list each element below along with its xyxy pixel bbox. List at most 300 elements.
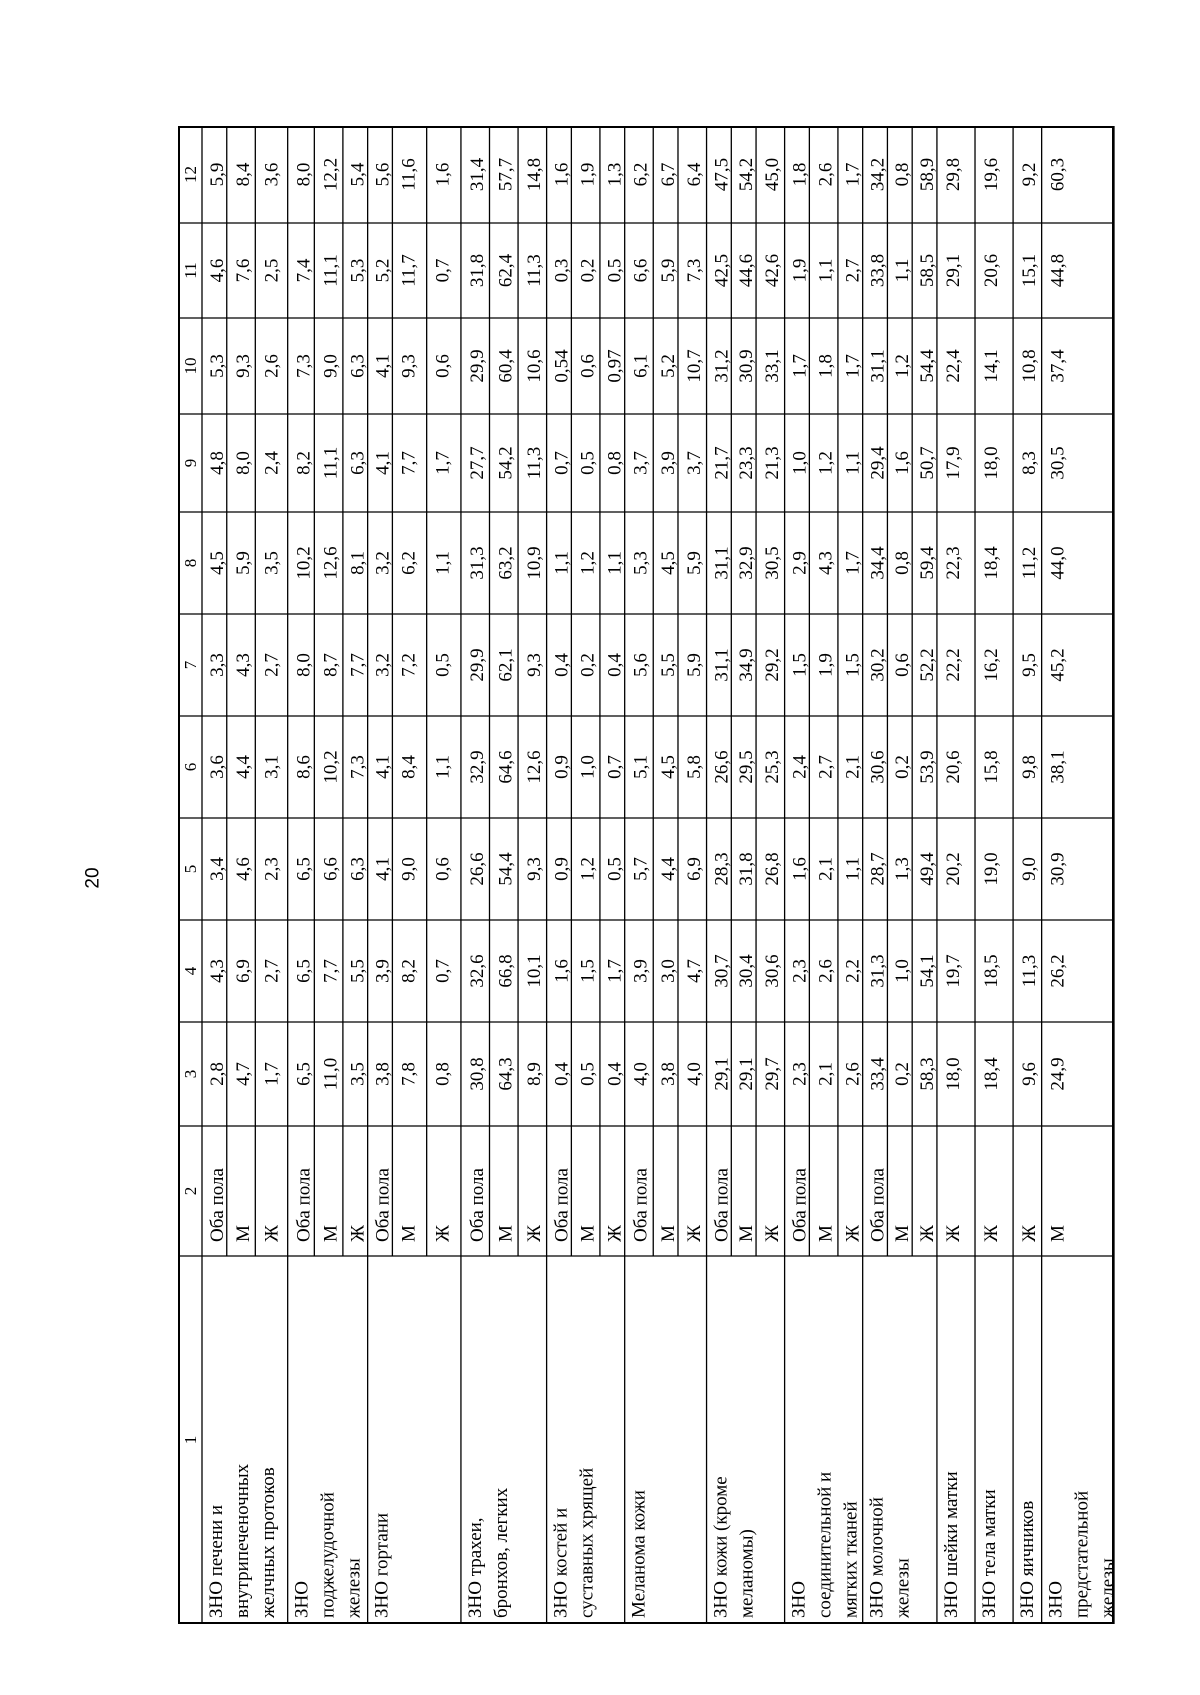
value-cell: 1,8 [789, 162, 811, 187]
value-cell: 8,0 [293, 653, 315, 677]
value-cell: 0,2 [577, 258, 599, 283]
value-cell: 11,0 [320, 1057, 342, 1091]
sex-cell: Ж [683, 1224, 705, 1242]
value-cell: 11,1 [320, 254, 342, 287]
value-cell: 4,0 [630, 1062, 652, 1086]
value-cell: 5,3 [347, 258, 369, 283]
sex-cell: Оба пола [293, 1168, 315, 1242]
value-cell: 9,3 [232, 354, 254, 378]
value-cell: 0,5 [604, 857, 626, 881]
value-cell: 3,7 [683, 451, 705, 475]
group-name: ЗНО печени и [206, 1504, 227, 1618]
sex-cell: М [657, 1225, 679, 1242]
value-cell: 0,9 [551, 857, 573, 881]
sex-cell: Ж [432, 1224, 454, 1242]
value-cell: 33,1 [762, 349, 784, 383]
column-header: 1 [181, 1435, 200, 1445]
value-cell: 47,5 [711, 157, 733, 192]
value-cell: 42,6 [762, 253, 784, 288]
value-cell: 0,97 [604, 349, 626, 383]
value-cell: 7,8 [398, 1062, 420, 1086]
group-name: ЗНО шейки матки [940, 1471, 962, 1618]
value-cell: 3,0 [657, 959, 679, 983]
value-cell: 6,1 [630, 354, 652, 378]
value-cell: 1,1 [842, 857, 864, 881]
group-name: бронхов, легких [490, 1487, 512, 1618]
value-cell: 9,0 [398, 857, 420, 881]
value-cell: 9,3 [398, 354, 420, 378]
value-cell: 32,6 [466, 954, 488, 988]
value-cell: 3,8 [657, 1062, 679, 1086]
value-cell: 58,5 [916, 253, 938, 288]
sex-cell: Оба пола [551, 1168, 573, 1242]
value-cell: 0,9 [551, 755, 573, 779]
value-cell: 6,5 [293, 959, 315, 983]
value-cell: 4,3 [232, 653, 254, 677]
value-cell: 2,6 [261, 354, 283, 378]
value-cell: 0,6 [577, 354, 599, 378]
value-cell: 1,0 [789, 451, 811, 475]
value-cell: 34,9 [736, 648, 758, 682]
page-number [82, 866, 106, 890]
value-cell: 7,6 [232, 258, 254, 283]
value-cell: 4,6 [206, 258, 228, 283]
value-cell: 0,6 [892, 653, 914, 677]
sex-cell: М [398, 1225, 420, 1242]
value-cell: 1,7 [842, 354, 864, 378]
value-cell: 30,6 [867, 750, 889, 784]
value-cell: 0,5 [577, 1062, 599, 1086]
value-cell: 10,2 [293, 546, 315, 580]
value-cell: 1,5 [842, 653, 864, 677]
value-cell: 7,2 [398, 653, 420, 677]
value-cell: 1,9 [815, 653, 837, 677]
column-header: 11 [181, 262, 200, 279]
value-cell: 1,1 [604, 551, 626, 575]
value-cell: 2,3 [789, 959, 811, 983]
value-cell: 5,1 [630, 755, 652, 779]
value-cell: 2,4 [261, 451, 283, 475]
value-cell: 22,3 [942, 546, 964, 580]
value-cell: 0,2 [892, 1062, 914, 1086]
value-cell: 2,7 [842, 258, 864, 283]
value-cell: 5,5 [657, 653, 679, 677]
value-cell: 19,0 [981, 852, 1003, 886]
value-cell: 31,3 [867, 954, 889, 988]
value-cell: 26,8 [762, 852, 784, 886]
value-cell: 3,8 [372, 1062, 394, 1086]
group-name: ЗНО тела матки [979, 1489, 1001, 1618]
value-cell: 3,1 [261, 755, 283, 779]
value-cell: 31,8 [466, 253, 488, 288]
sex-cell: М [232, 1225, 254, 1242]
value-cell: 34,4 [867, 546, 889, 580]
value-cell: 12,6 [320, 546, 342, 580]
column-header: 4 [181, 966, 200, 976]
group-name: ЗНО [788, 1581, 810, 1618]
value-cell: 3,3 [206, 653, 228, 677]
sex-cell: Оба пола [630, 1168, 652, 1242]
value-cell: 54,2 [495, 446, 517, 480]
value-cell: 2,9 [789, 551, 811, 575]
sex-cell: Ж [604, 1224, 626, 1242]
group-name: ЗНО гортани [371, 1512, 393, 1618]
group-name: ЗНО молочной [866, 1497, 888, 1618]
value-cell: 0,5 [432, 653, 454, 677]
value-cell: 5,9 [683, 653, 705, 677]
value-cell: 8,4 [232, 162, 254, 187]
column-header: 10 [181, 357, 200, 375]
value-cell: 18,4 [981, 1057, 1003, 1091]
value-cell: 1,7 [842, 162, 864, 187]
value-cell: 58,9 [916, 157, 938, 192]
value-cell: 10,7 [683, 349, 705, 383]
value-cell: 6,6 [320, 857, 342, 881]
value-cell: 33,8 [867, 253, 889, 288]
value-cell: 2,3 [789, 1062, 811, 1086]
value-cell: 9,8 [1019, 755, 1041, 779]
value-cell: 21,3 [762, 446, 784, 480]
value-cell: 15,8 [981, 750, 1003, 784]
value-cell: 2,1 [815, 857, 837, 881]
value-cell: 18,4 [981, 546, 1003, 580]
value-cell: 8,9 [524, 1062, 546, 1086]
value-cell: 8,2 [398, 959, 420, 983]
value-cell: 6,9 [683, 857, 705, 881]
value-cell: 0,3 [551, 258, 573, 283]
value-cell: 11,3 [524, 446, 546, 480]
group-name: ЗНО костей и [550, 1507, 572, 1618]
value-cell: 63,2 [495, 546, 517, 580]
value-cell: 18,0 [942, 1057, 964, 1091]
value-cell: 2,1 [815, 1062, 837, 1086]
value-cell: 54,4 [495, 852, 517, 886]
value-cell: 2,4 [789, 755, 811, 779]
value-cell: 0,4 [551, 653, 573, 677]
group-name: соединительной и [814, 1471, 836, 1618]
value-cell: 1,0 [892, 959, 914, 983]
value-cell: 64,3 [495, 1057, 517, 1091]
value-cell: 4,5 [206, 551, 228, 575]
value-cell: 7,7 [398, 451, 420, 475]
group-name: суставных хрящей [576, 1467, 598, 1618]
group-name: Меланома кожи [628, 1490, 650, 1618]
value-cell: 6,3 [347, 857, 369, 881]
value-cell: 5,9 [683, 551, 705, 575]
value-cell: 0,4 [604, 1062, 626, 1086]
value-cell: 16,2 [981, 648, 1003, 682]
value-cell: 9,5 [1019, 653, 1041, 677]
value-cell: 10,9 [524, 546, 546, 580]
value-cell: 66,8 [495, 954, 517, 988]
value-cell: 29,1 [736, 1057, 758, 1091]
value-cell: 18,5 [981, 954, 1003, 988]
group-name: меланомы) [736, 1529, 758, 1618]
sex-cell: Оба пола [789, 1168, 811, 1242]
value-cell: 9,3 [524, 653, 546, 677]
group-name: предстательной [1071, 1490, 1093, 1618]
table-svg [178, 126, 1119, 1624]
value-cell: 26,2 [1047, 954, 1069, 988]
value-cell: 45,0 [762, 157, 784, 192]
value-cell: 31,3 [466, 546, 488, 580]
value-cell: 11,7 [398, 254, 420, 287]
value-cell: 1,9 [789, 258, 811, 283]
value-cell: 0,7 [604, 755, 626, 779]
group-name: желчных протоков [258, 1467, 279, 1618]
value-cell: 20,2 [942, 852, 964, 886]
value-cell: 44,6 [736, 253, 758, 288]
value-cell: 4,0 [683, 1062, 705, 1086]
value-cell: 0,54 [551, 349, 573, 383]
value-cell: 19,6 [981, 157, 1003, 192]
group-name: поджелудочной [317, 1492, 339, 1618]
value-cell: 26,6 [711, 750, 733, 784]
value-cell: 3,2 [372, 551, 394, 575]
sex-cell: Оба пола [206, 1168, 228, 1242]
value-cell: 30,6 [762, 954, 784, 988]
value-cell: 28,3 [711, 852, 733, 886]
value-cell: 9,0 [320, 354, 342, 378]
value-cell: 5,7 [630, 857, 652, 881]
value-cell: 5,5 [347, 959, 369, 983]
value-cell: 2,6 [815, 162, 837, 187]
value-cell: 7,3 [293, 354, 315, 378]
value-cell: 5,3 [206, 354, 228, 378]
value-cell: 7,7 [347, 653, 369, 677]
value-cell: 29,8 [942, 157, 964, 192]
sex-cell: Оба пола [372, 1168, 394, 1242]
value-cell: 31,1 [711, 648, 733, 682]
value-cell: 3,2 [372, 653, 394, 677]
value-cell: 57,7 [495, 157, 517, 192]
value-cell: 29,9 [466, 648, 488, 682]
value-cell: 0,7 [432, 959, 454, 983]
value-cell: 44,8 [1047, 253, 1069, 288]
sex-cell: Ж [261, 1224, 283, 1242]
column-header: 6 [181, 762, 200, 772]
sex-cell: Оба пола [711, 1168, 733, 1242]
value-cell: 5,9 [657, 258, 679, 283]
value-cell: 1,7 [842, 551, 864, 575]
column-header: 12 [181, 166, 200, 183]
value-cell: 5,2 [657, 354, 679, 378]
value-cell: 4,6 [232, 857, 254, 881]
sex-cell: М [320, 1225, 342, 1242]
value-cell: 1,2 [577, 857, 599, 881]
value-cell: 30,9 [1047, 852, 1069, 886]
value-cell: 20,6 [942, 750, 964, 784]
value-cell: 8,6 [293, 755, 315, 779]
value-cell: 2,5 [261, 258, 283, 283]
value-cell: 42,5 [711, 253, 733, 288]
value-cell: 62,4 [495, 253, 517, 288]
sex-cell: Ж [762, 1224, 784, 1242]
value-cell: 3,6 [261, 162, 283, 187]
value-cell: 53,9 [916, 750, 938, 784]
value-cell: 31,4 [466, 157, 488, 192]
value-cell: 37,4 [1047, 349, 1069, 383]
value-cell: 34,2 [867, 157, 889, 192]
sex-cell: М [577, 1225, 599, 1242]
group-name: ЗНО кожи (кроме [710, 1476, 732, 1618]
value-cell: 9,6 [1019, 1062, 1041, 1086]
column-header: 9 [181, 458, 200, 468]
value-cell: 1,1 [842, 451, 864, 475]
value-cell: 4,1 [372, 755, 394, 779]
group-name: внутрипеченочных [232, 1463, 253, 1618]
value-cell: 49,4 [916, 852, 938, 886]
value-cell: 24,9 [1047, 1057, 1069, 1091]
value-cell: 3,6 [206, 755, 228, 779]
value-cell: 64,6 [495, 750, 517, 784]
value-cell: 0,8 [892, 162, 914, 187]
value-cell: 1,1 [815, 258, 837, 283]
value-cell: 7,4 [293, 258, 315, 283]
value-cell: 1,7 [789, 354, 811, 378]
value-cell: 6,5 [293, 1062, 315, 1086]
value-cell: 4,4 [232, 755, 254, 779]
value-cell: 6,2 [398, 551, 420, 575]
value-cell: 2,2 [842, 959, 864, 983]
value-cell: 0,4 [604, 653, 626, 677]
value-cell: 4,8 [206, 451, 228, 475]
group-name: железы [1097, 1558, 1119, 1618]
value-cell: 6,4 [683, 162, 705, 187]
value-cell: 32,9 [466, 750, 488, 784]
sex-cell: М [892, 1225, 914, 1242]
value-cell: 1,9 [577, 162, 599, 187]
column-header: 2 [181, 1186, 200, 1196]
value-cell: 5,2 [372, 258, 394, 283]
value-cell: 3,9 [630, 959, 652, 983]
value-cell: 0,8 [432, 1062, 454, 1086]
value-cell: 5,9 [206, 162, 228, 187]
value-cell: 38,1 [1047, 750, 1069, 784]
value-cell: 58,3 [916, 1057, 938, 1091]
value-cell: 1,5 [789, 653, 811, 677]
value-cell: 1,8 [815, 354, 837, 378]
value-cell: 1,6 [432, 162, 454, 187]
value-cell: 4,1 [372, 354, 394, 378]
value-cell: 30,5 [1047, 446, 1069, 480]
group-name: ЗНО [291, 1581, 313, 1618]
table-cells [181, 157, 1119, 1619]
value-cell: 11,3 [524, 254, 546, 287]
value-cell: 62,1 [495, 648, 517, 682]
value-cell: 31,8 [736, 852, 758, 886]
value-cell: 10,1 [524, 954, 546, 988]
value-cell: 2,6 [815, 959, 837, 983]
value-cell: 4,4 [657, 857, 679, 881]
column-header: 8 [181, 558, 200, 568]
value-cell: 21,7 [711, 446, 733, 480]
value-cell: 0,6 [432, 857, 454, 881]
sex-cell: М [815, 1225, 837, 1242]
value-cell: 8,4 [398, 755, 420, 779]
value-cell: 54,1 [916, 954, 938, 988]
value-cell: 6,5 [293, 857, 315, 881]
column-header: 3 [181, 1069, 200, 1079]
sex-cell: Оба пола [867, 1168, 889, 1242]
value-cell: 1,1 [892, 258, 914, 283]
value-cell: 6,3 [347, 451, 369, 475]
value-cell: 1,2 [815, 451, 837, 475]
value-cell: 5,4 [347, 162, 369, 187]
value-cell: 30,7 [711, 954, 733, 988]
value-cell: 2,1 [842, 755, 864, 779]
value-cell: 9,3 [524, 857, 546, 881]
value-cell: 3,5 [261, 551, 283, 575]
value-cell: 10,6 [524, 349, 546, 383]
value-cell: 7,3 [347, 755, 369, 779]
value-cell: 5,8 [683, 755, 705, 779]
value-cell: 7,3 [683, 258, 705, 283]
value-cell: 23,3 [736, 446, 758, 480]
value-cell: 52,2 [916, 648, 938, 682]
value-cell: 1,6 [551, 959, 573, 983]
sex-cell: М [736, 1225, 758, 1242]
group-name: железы [892, 1558, 914, 1618]
value-cell: 30,9 [736, 349, 758, 383]
value-cell: 4,1 [372, 451, 394, 475]
value-cell: 9,0 [1019, 857, 1041, 881]
sex-cell: Оба пола [466, 1168, 488, 1242]
value-cell: 5,6 [630, 653, 652, 677]
value-cell: 2,6 [842, 1062, 864, 1086]
value-cell: 12,6 [524, 750, 546, 784]
value-cell: 19,7 [942, 954, 964, 988]
value-cell: 14,1 [981, 349, 1003, 383]
value-cell: 60,4 [495, 349, 517, 383]
value-cell: 1,1 [551, 551, 573, 575]
value-cell: 2,7 [815, 755, 837, 779]
value-cell: 0,7 [551, 451, 573, 475]
value-cell: 8,7 [320, 653, 342, 677]
sex-cell: Ж [942, 1224, 964, 1242]
value-cell: 1,7 [261, 1062, 283, 1086]
sex-cell: М [1047, 1225, 1069, 1242]
value-cell: 33,4 [867, 1057, 889, 1091]
sex-cell: Ж [524, 1224, 546, 1242]
value-cell: 1,3 [604, 162, 626, 187]
value-cell: 1,5 [577, 959, 599, 983]
sex-cell: М [495, 1225, 517, 1242]
value-cell: 18,0 [981, 446, 1003, 480]
value-cell: 1,2 [577, 551, 599, 575]
value-cell: 10,8 [1019, 349, 1041, 383]
value-cell: 11,2 [1019, 546, 1041, 580]
value-cell: 0,7 [432, 258, 454, 283]
value-cell: 1,0 [577, 755, 599, 779]
value-cell: 8,0 [293, 162, 315, 187]
value-cell: 31,1 [867, 349, 889, 383]
value-cell: 29,1 [711, 1057, 733, 1091]
value-cell: 7,7 [320, 959, 342, 983]
value-cell: 28,7 [867, 852, 889, 886]
value-cell: 30,4 [736, 954, 758, 988]
value-cell: 60,3 [1047, 157, 1069, 192]
value-cell: 0,5 [577, 451, 599, 475]
group-name: ЗНО трахеи, [464, 1517, 486, 1618]
value-cell: 54,4 [916, 349, 938, 383]
value-cell: 1,7 [604, 959, 626, 983]
value-cell: 3,4 [206, 857, 228, 881]
value-cell: 15,1 [1019, 253, 1041, 288]
value-cell: 5,3 [630, 551, 652, 575]
value-cell: 20,6 [981, 253, 1003, 288]
value-cell: 4,1 [372, 857, 394, 881]
